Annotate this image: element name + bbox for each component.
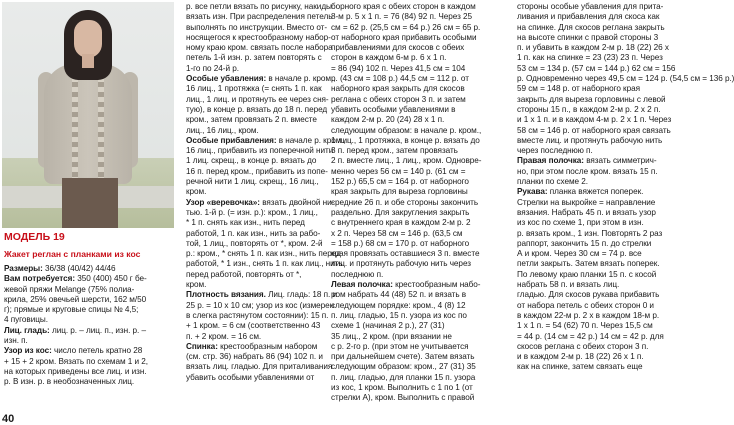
text-run: 35 лиц., 2 кром. (при вязании не — [331, 331, 452, 341]
text-line — [186, 239, 351, 249]
text-line — [186, 332, 351, 342]
text-line — [517, 95, 697, 105]
text-run: сторон в каждом 6-м р. 6 х 1 п. — [331, 53, 447, 63]
photo-face — [74, 20, 102, 58]
text-run: 1-го по 24-й р. — [186, 63, 239, 73]
text-run: от набора петель с обеих сторон 0 и — [517, 300, 654, 310]
text-line — [331, 249, 503, 259]
text-line — [331, 167, 503, 177]
text-run: из кос, 1 кром. Выполнить с 1 по 1 (от — [331, 382, 473, 392]
text-run: стрелки А), кром. Выполнить с правой — [331, 393, 475, 403]
text-line — [186, 373, 351, 383]
section-heading: Особые убавления: — [186, 74, 269, 84]
text-line — [186, 136, 351, 146]
text-run: Лиц. гладь: 18 п. и — [268, 290, 337, 300]
text-run: в слегка растянутом состоянии): 15 п. — [186, 310, 329, 320]
text-run: 16 п. перед кром., прибавить из попе- — [186, 166, 328, 176]
text-run: скосов реглана с обеих сторон 3 п. — [517, 341, 649, 351]
text-line — [186, 43, 351, 53]
text-line — [517, 64, 697, 74]
text-run: 53 см = 134 р. (57 см = 144 р.) 62 см = 156 — [517, 63, 676, 73]
text-run: вязания. Набрать 45 п. и вязать узор — [517, 207, 656, 217]
section-heading: Узор из кос: — [4, 346, 54, 356]
text-line — [517, 362, 697, 372]
text-line — [331, 146, 503, 156]
text-line — [186, 208, 351, 218]
text-run: гладью. Для скосов рукава прибавить — [517, 290, 660, 300]
text-run: работой, * 1 изн., снять 1 п. как лиц., нить — [186, 259, 343, 269]
text-run: борного края с обеих сторон в каждом — [331, 2, 476, 11]
text-run: ливания и прибавления для скоса как — [517, 12, 660, 22]
text-line — [331, 259, 503, 269]
text-line — [517, 239, 697, 249]
text-run: убавить особыми убавлениями в — [331, 104, 456, 114]
text-run: см = 62 р. (25,5 см = 64 р.) 26 см = 65 р. — [331, 22, 481, 32]
text-line — [331, 373, 503, 383]
text-run: жевой пряжи Melange (75% полиа- — [4, 284, 135, 294]
text-line — [517, 187, 697, 197]
text-line — [4, 295, 176, 305]
text-run: прибавлениями для скосов с обеих — [331, 43, 465, 53]
text-line — [331, 280, 503, 290]
text-line — [331, 2, 503, 12]
section-heading: Узор «веревочка»: — [186, 197, 263, 207]
text-line — [331, 218, 503, 228]
text-run: лиц. и протянуть рабочую нить через — [331, 259, 471, 269]
text-run: от наборного края прибавить особыми — [331, 32, 477, 42]
text-line — [331, 270, 503, 280]
text-run: (см. стр. 36) набрать 86 (94) 102 п. и — [186, 352, 323, 362]
text-run: кром., затем провязать 2 п. вместе — [186, 115, 317, 125]
text-line — [186, 259, 351, 269]
text-run: 1 лиц. скрещ., в конце р. вязать до — [186, 156, 317, 166]
text-line — [186, 74, 351, 84]
text-run: работой, 1 п. как изн., нить за рабо- — [186, 228, 321, 238]
text-run: стороны особые убавления для прита- — [517, 2, 664, 11]
text-run: р.: кром., * снять 1 п. как изн., нить перед — [186, 249, 341, 259]
text-line — [331, 321, 503, 331]
text-line — [517, 290, 697, 300]
text-line — [331, 229, 503, 239]
section-heading: Рукава: — [517, 187, 550, 197]
text-line — [186, 167, 351, 177]
text-line — [331, 156, 503, 166]
text-line — [331, 332, 503, 342]
text-run: той, 1 лиц., повторять от *, кром. 2-й — [186, 238, 323, 248]
text-line — [517, 43, 697, 53]
photo-cable-right — [98, 72, 104, 180]
text-line — [517, 167, 697, 177]
section-heading: Левая полочка: — [331, 280, 396, 290]
text-line — [186, 33, 351, 43]
text-line — [517, 23, 697, 33]
text-run: на спинке. Для скосов реглана закрыть — [517, 22, 665, 32]
text-line — [186, 2, 351, 12]
text-run: х 2 п. Через 58 см = 146 р. (63,5 см — [331, 228, 463, 238]
text-line — [186, 229, 351, 239]
text-run: 16 лиц., 1 протяжка (= снять 1 п. как — [186, 84, 322, 94]
text-line — [4, 336, 176, 346]
section-heading: Спинка: — [186, 341, 221, 351]
text-run: 152 р.) 65,5 см = 164 р. от наборного — [331, 177, 469, 187]
text-line — [186, 198, 351, 208]
model-subtitle: Жакет реглан с планками из кос — [4, 249, 141, 259]
text-run: вязать лиц. гладью. Для приталивания — [186, 362, 333, 372]
text-run: вязать двойной ни- — [262, 197, 335, 207]
text-line — [186, 177, 351, 187]
text-line — [517, 177, 697, 187]
text-line — [4, 367, 176, 377]
text-line — [186, 311, 351, 321]
text-run: лиц., 1 лиц. и протянуть ее через сня- — [186, 94, 329, 104]
text-line — [331, 208, 503, 218]
text-line — [186, 115, 351, 125]
text-line — [186, 95, 351, 105]
text-line — [517, 229, 697, 239]
text-line — [331, 136, 503, 146]
page-number: 40 — [2, 413, 15, 425]
text-run: 58 см = 146 р. от наборного края связать — [517, 125, 671, 135]
text-column-4 — [517, 2, 734, 373]
section-heading: Лиц. гладь: — [4, 325, 52, 335]
text-run: и в каждом 2-м р. 18 (22) 26 х 1 п. — [517, 352, 644, 362]
text-line — [4, 285, 176, 295]
text-line — [4, 305, 176, 315]
text-run: лиц. р. – лиц. п., изн. р. – — [51, 325, 146, 335]
text-run: 16 лиц., прибавить из поперечной нити — [186, 146, 334, 156]
text-run: при дальнейшем счете). Затем вязать — [331, 352, 475, 362]
text-run: + 15 + 2 кром. Вязать по схемам 1 и 2, — [4, 356, 149, 366]
text-line — [331, 23, 503, 33]
text-run: 1 лиц., 1 протяжка, в конце р. вязать до — [331, 135, 480, 145]
text-line — [4, 315, 176, 325]
text-run: планки по схеме 2. — [517, 177, 589, 187]
section-heading: Размеры: — [4, 264, 46, 273]
text-run: следующим образом: кром., 27 (31) 35 — [331, 362, 476, 372]
text-line — [331, 177, 503, 187]
text-run: * 1 п. снять как изн., нить перед — [186, 218, 305, 228]
text-run: = 158 р.) 68 см = 170 р. от наборного — [331, 238, 470, 248]
text-line — [331, 64, 503, 74]
text-run: 2 п. вместе лиц., 1 лиц., кром. Одновре- — [331, 156, 482, 166]
text-line — [186, 84, 351, 94]
text-line — [331, 301, 503, 311]
text-run: и 1 х 1 п. и в каждом 4-м р. 2 х 1 п. Через — [517, 115, 672, 125]
text-run: из кос по схеме 1, при этом в изн. — [517, 218, 644, 228]
text-line — [517, 156, 697, 166]
text-run: на высоте спинки с правой стороны 3 — [517, 32, 659, 42]
text-run: р. все петли вязать по рисунку, накиды — [186, 2, 332, 11]
text-line — [517, 249, 697, 259]
text-line — [517, 311, 697, 321]
text-line — [517, 280, 697, 290]
text-run: п. лиц. гладью, для планки 15 п. узора — [331, 372, 476, 382]
text-line — [517, 301, 697, 311]
text-line — [186, 187, 351, 197]
text-run: 8-м р. 5 х 1 п. = 76 (84) 92 п. Через 25 — [331, 12, 473, 22]
text-run: вместе лиц. и протянуть рабочую нить — [517, 135, 663, 145]
text-line — [331, 198, 503, 208]
text-run: убавить особыми убавлениями от — [186, 372, 315, 382]
text-line — [517, 84, 697, 94]
text-line — [517, 12, 697, 22]
text-run: перед работой, повторять от *, — [186, 269, 302, 279]
text-line — [331, 84, 503, 94]
model-title: МОДЕЛЬ 19 — [4, 231, 65, 243]
section-heading: Плотность вязания. — [186, 290, 269, 300]
text-run: р. В изн. р. в необозначенных лиц. — [4, 377, 135, 387]
text-run: вязать изн. При распределения петель — [186, 12, 333, 22]
text-run: раздельно. Для закругления закрыть — [331, 207, 470, 217]
text-line — [186, 362, 351, 372]
text-run: менно через 56 см = 140 р. (61 см = — [331, 166, 466, 176]
text-run: = 86 (94) 102 п. Через 41,5 см = 104 — [331, 63, 466, 73]
text-line — [517, 352, 697, 362]
text-run: тую), в конце р. вязать до 18 п. перед — [186, 104, 328, 114]
text-run: вязать симметрич- — [586, 156, 657, 166]
text-line — [517, 332, 697, 342]
text-line — [331, 126, 503, 136]
text-run: р. Одновременно через 49,5 см = 124 р. (54,5 см = 136 р.) — [517, 74, 734, 84]
photo-neck — [82, 54, 94, 68]
text-line — [186, 64, 351, 74]
text-line — [517, 33, 697, 43]
text-run: 1 п. как на спинке = 23 (23) 23 п. Через — [517, 53, 663, 63]
text-line — [517, 270, 697, 280]
text-line — [331, 239, 503, 249]
text-run: + 1 кром. = 6 см (соответственно 43 — [186, 321, 321, 331]
text-run: речной нити 1 лиц. скрещ., 16 лиц., — [186, 177, 319, 187]
text-line — [331, 74, 503, 84]
text-line — [4, 377, 176, 387]
text-run: 350 (400) 450 г бе- — [77, 274, 147, 284]
text-run: в начале р. кром., — [278, 135, 346, 145]
text-line — [517, 126, 697, 136]
text-line — [186, 321, 351, 331]
text-run: края закрыть для выреза горловины — [331, 187, 468, 197]
text-run: набрать 58 п. и вязать лиц. — [517, 280, 620, 290]
text-line — [517, 342, 697, 352]
text-line — [186, 126, 351, 136]
text-run: в каждом 22-м р. 2 х в каждом 18-м р. — [517, 310, 660, 320]
text-line — [517, 115, 697, 125]
text-line — [517, 53, 697, 63]
text-line — [331, 43, 503, 53]
text-run: п. и убавить в каждом 2-м р. 18 (22) 26 х — [517, 43, 669, 53]
text-run: стороны 15 п., в каждом 2-м р. 2 х 2 п. — [517, 104, 661, 114]
text-line — [186, 105, 351, 115]
text-line — [517, 198, 697, 208]
text-line — [186, 342, 351, 352]
text-line — [331, 105, 503, 115]
text-run: По левому краю планки 15 п. с косой — [517, 269, 657, 279]
text-run: планка вяжется поперек. — [549, 187, 644, 197]
text-line — [186, 23, 351, 33]
text-run: с р. 2-го р. (при этом не учитывается — [331, 341, 469, 351]
text-line — [4, 326, 176, 336]
text-line — [186, 301, 351, 311]
text-run: петли закрыть. Затем вязать поперек. — [517, 259, 660, 269]
text-line — [331, 33, 503, 43]
text-run: п. лиц. гладью, 15 п. узора из кос по — [331, 310, 467, 320]
text-line — [517, 321, 697, 331]
text-line — [331, 187, 503, 197]
text-run: последнюю п. — [331, 269, 384, 279]
text-line — [4, 274, 176, 284]
text-run: с внутреннего края в каждом 2-м р. 2 — [331, 218, 471, 228]
text-line — [186, 280, 351, 290]
text-line — [517, 74, 734, 84]
text-line — [331, 393, 503, 403]
text-line — [331, 95, 503, 105]
text-line — [186, 12, 351, 22]
text-run: тью. 1-й р. (= изн. р.): кром., 1 лиц., — [186, 207, 318, 217]
photo-jacket — [44, 64, 132, 184]
text-run: наборного края закрыть для скосов — [331, 84, 465, 94]
text-line — [517, 259, 697, 269]
text-line — [186, 352, 351, 362]
text-line — [186, 270, 351, 280]
text-run: петель 1-й изн. р. затем повторять с — [186, 53, 322, 63]
text-run: выполнять по инструкции. Вместо от- — [186, 22, 328, 32]
text-column-2 — [186, 2, 351, 383]
photo-skirt — [62, 178, 118, 228]
text-run: кром. — [186, 280, 207, 290]
text-run: но, при этом после кром. вязать 15 п. — [517, 166, 658, 176]
text-line — [331, 12, 503, 22]
text-run: 3 п. перед кром., затем провязать — [331, 146, 458, 156]
text-run: изн. п. — [4, 336, 28, 346]
text-run: число петель кратно 28 — [54, 346, 143, 356]
text-run: п. + 2 кром. = 16 см. — [186, 331, 262, 341]
text-run: в начале р. кром., — [268, 74, 336, 84]
text-run: ром набрать 44 (48) 52 п. и вязать в — [331, 290, 467, 300]
section-heading: Правая полочка: — [517, 156, 587, 166]
text-run: средние 26 п. и обе стороны закончить — [331, 197, 479, 207]
text-run: 25 р. = 10 х 10 см; узор из кос (измерен — [186, 300, 335, 310]
text-line — [331, 383, 503, 393]
text-run: лиц., 16 лиц., кром. — [186, 125, 259, 135]
text-run: на которых приведены все лиц. и изн. — [4, 366, 147, 376]
section-heading: Особые прибавления: — [186, 135, 279, 145]
text-run: через последнюю п. — [517, 146, 593, 156]
text-run: 1 х 1 п. = 54 (62) 70 п. Через 15,5 см — [517, 321, 653, 331]
text-line — [186, 249, 351, 259]
text-run: р. (43 см = 108 р.) 44,5 см = 112 р. от — [331, 74, 469, 84]
text-run: следующим образом: в начале р. кром., — [331, 125, 482, 135]
text-run: р. вязать кром., 1 изн. Повторять 2 раз — [517, 228, 663, 238]
text-run: как на спинке, затем связать еще — [517, 362, 643, 372]
text-line — [186, 218, 351, 228]
text-run: каждом 2-м р. 20 (24) 28 х 1 п. — [331, 115, 445, 125]
text-column-1 — [4, 264, 176, 388]
text-line — [4, 264, 176, 274]
text-line — [517, 136, 697, 146]
text-run: 36/38 (40/42) 44/46 — [45, 264, 116, 273]
photo-cable-left — [72, 72, 78, 180]
text-run: схеме 1 (начиная 2 р.), 27 (31) — [331, 321, 445, 331]
text-line — [517, 2, 697, 12]
model-photo — [2, 2, 174, 228]
text-line — [4, 346, 176, 356]
text-line — [331, 53, 503, 63]
text-run: Стрелки на выкройке = направление — [517, 197, 656, 207]
text-run: кром. — [186, 187, 207, 197]
text-line — [186, 290, 351, 300]
text-column-3 — [331, 2, 503, 404]
text-run: А и кром. Через 30 см = 74 р. все — [517, 249, 642, 259]
text-line — [186, 53, 351, 63]
text-line — [517, 105, 697, 115]
text-run: = 44 р. (14 см = 42 р.) 14 см = 42 р. для — [517, 331, 664, 341]
text-run: края провязать оставшиеся 3 п. вместе — [331, 249, 480, 259]
text-line — [186, 146, 351, 156]
text-run: крестообразным набо- — [395, 280, 481, 290]
text-line — [186, 156, 351, 166]
text-run: 4 пуговицы. — [4, 315, 48, 325]
section-heading: Вам потребуется: — [4, 274, 78, 284]
text-run: носящегося к крестообразному набор- — [186, 32, 331, 42]
text-run: ному краю кром. связать после набора — [186, 43, 333, 53]
text-line — [331, 342, 503, 352]
text-line — [517, 146, 697, 156]
text-run: г); прямые и круговые спицы № 4,5; — [4, 305, 139, 315]
text-line — [331, 352, 503, 362]
text-line — [331, 290, 503, 300]
text-run: раппорт, закончить 15 п. до стрелки — [517, 238, 652, 248]
text-run: крестообразным набором — [220, 341, 318, 351]
text-run: реглана с обеих сторон 3 п. и затем — [331, 94, 466, 104]
text-line — [331, 362, 503, 372]
text-run: следующем порядке: кром., 4 (8) 12 — [331, 300, 466, 310]
text-line — [331, 311, 503, 321]
text-run: крила, 25% овечьей шерсти, 162 м/50 — [4, 294, 147, 304]
text-line — [517, 208, 697, 218]
text-line — [331, 115, 503, 125]
text-line — [517, 218, 697, 228]
text-line — [4, 357, 176, 367]
text-run: 59 см = 148 р. от наборного края — [517, 84, 640, 94]
text-run: закрыть для выреза горловины с левой — [517, 94, 666, 104]
